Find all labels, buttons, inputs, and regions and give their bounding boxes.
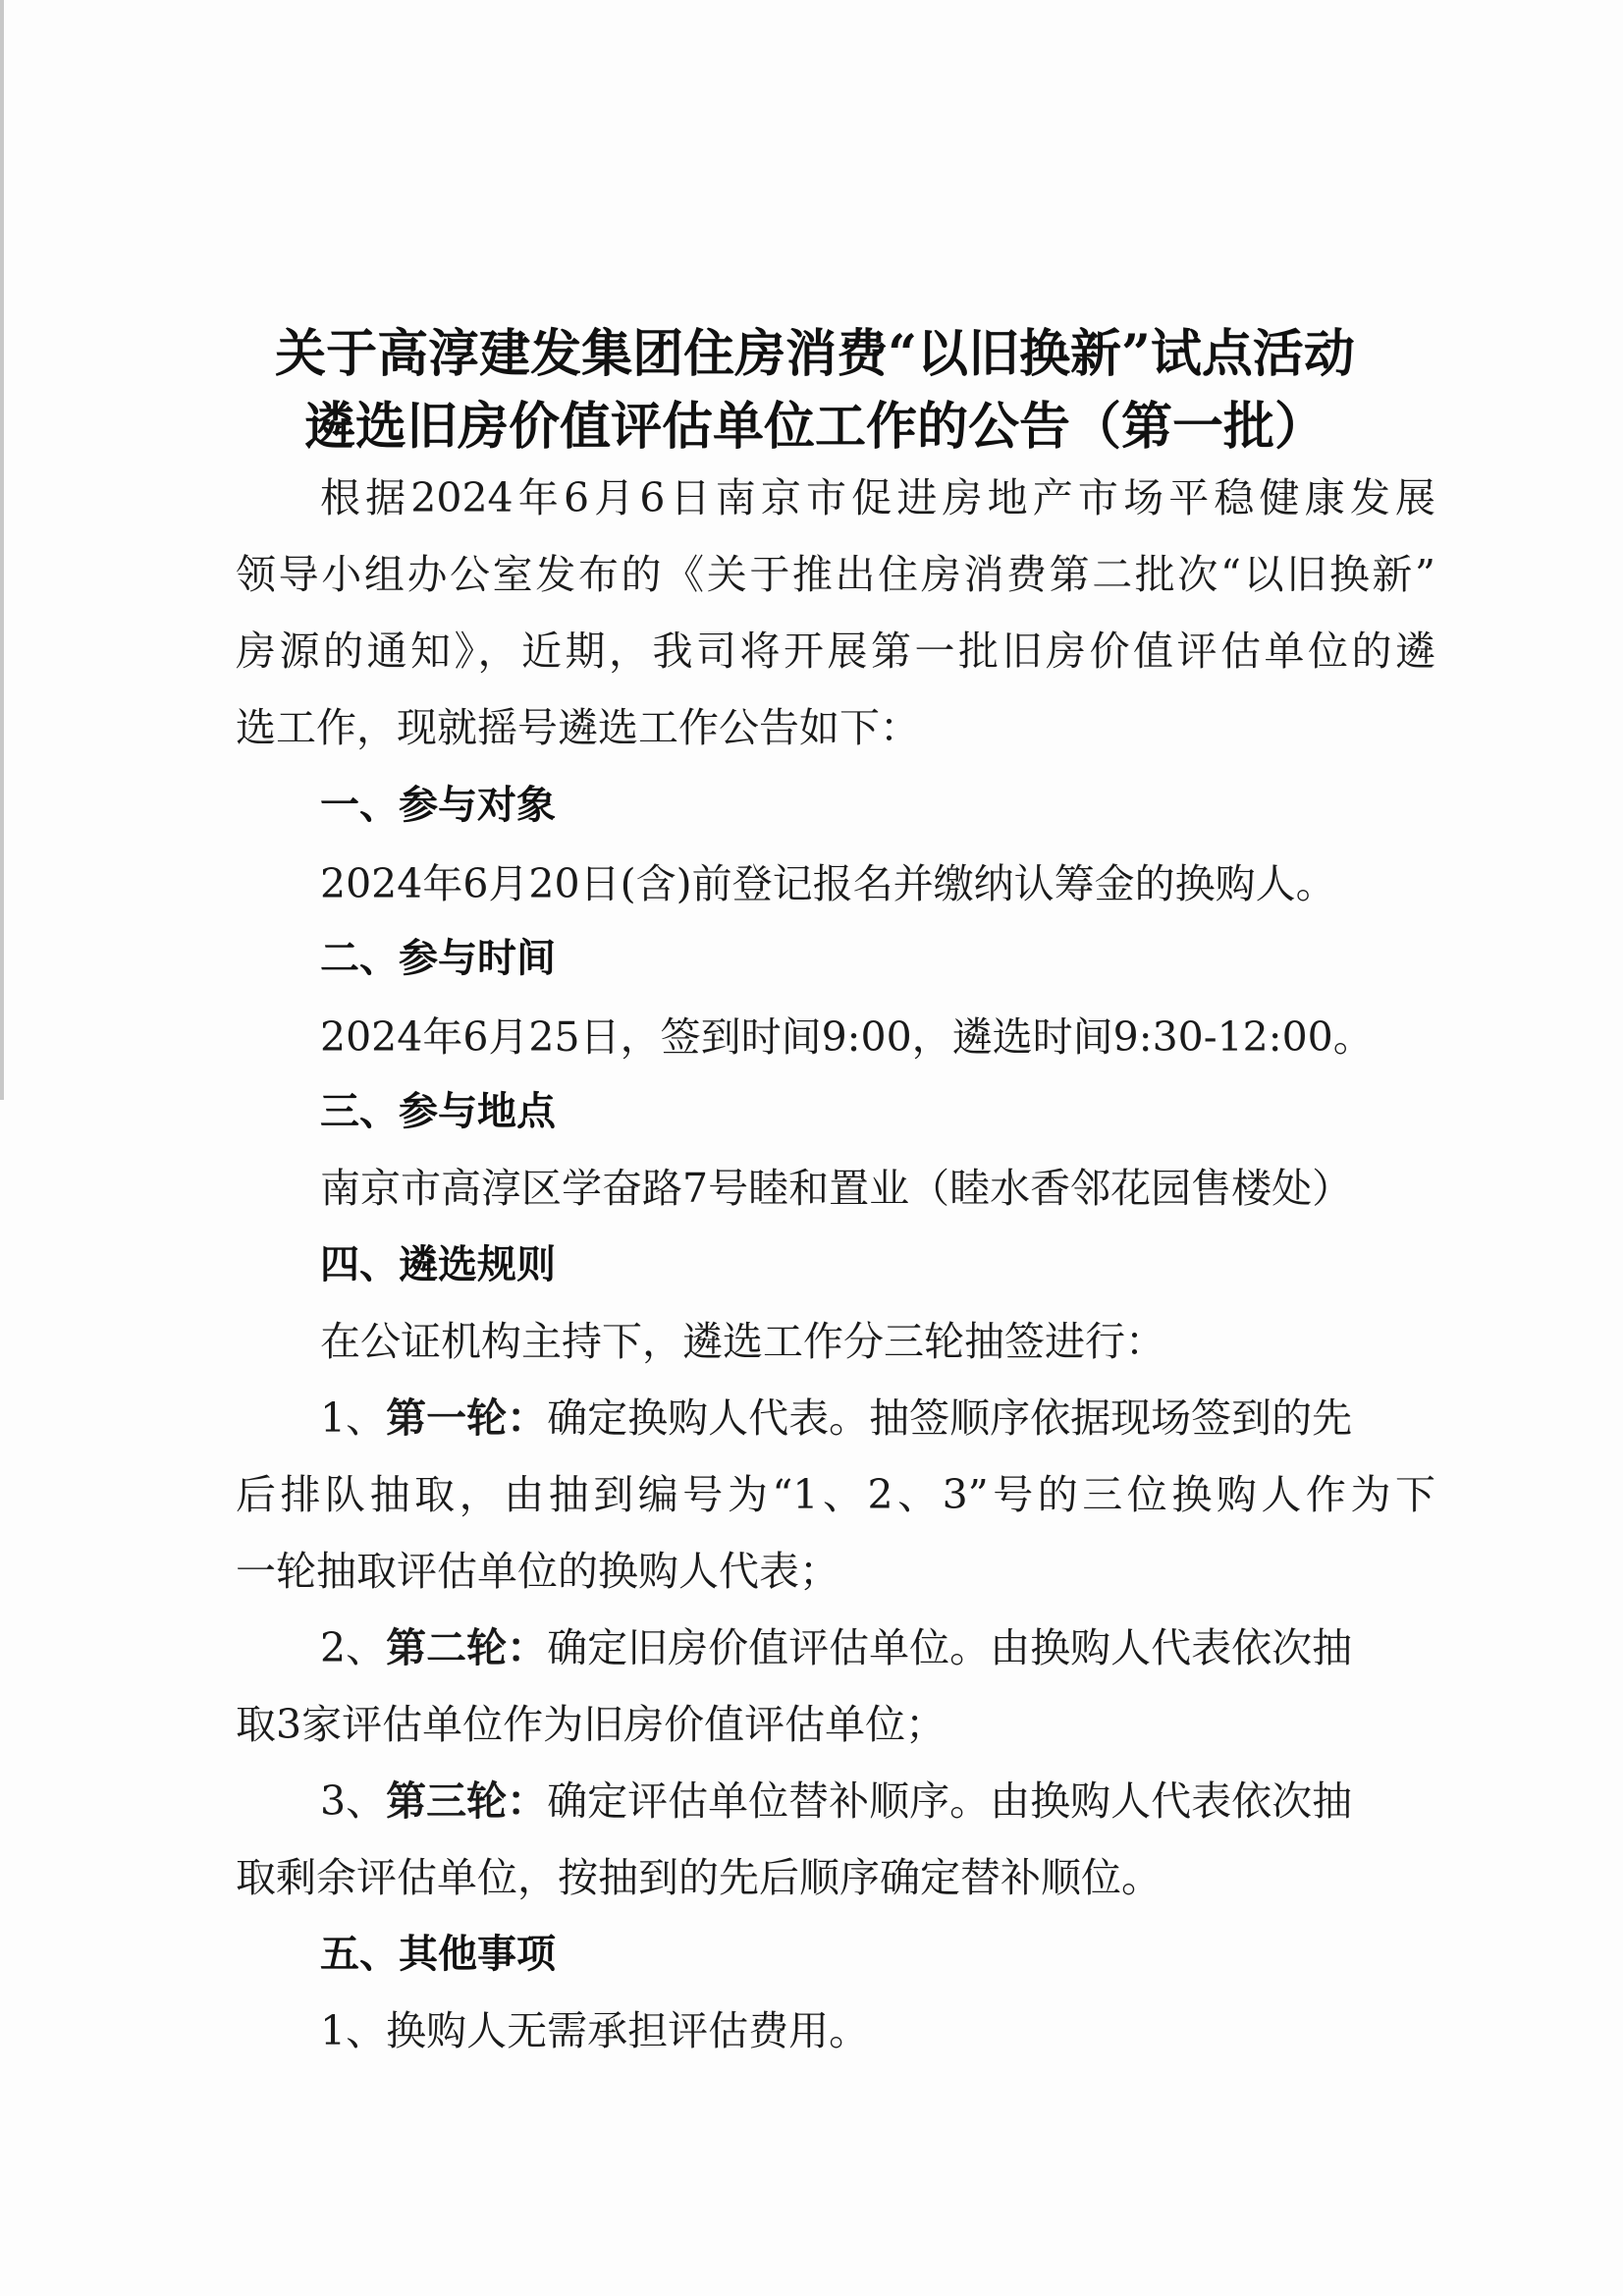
section-heading-participants: 一、参与对象	[320, 783, 556, 828]
round3-line-1	[320, 1777, 1353, 1825]
round1-line-2: 后排队抽取，由抽到编号为“1、2、3”号的三位换购人作为下	[236, 1471, 1435, 1518]
rules-intro: 在公证机构主持下，遴选工作分三轮抽签进行：	[320, 1318, 1165, 1365]
round3-number: 3、	[320, 1777, 387, 1825]
round2-label: 第二轮：	[386, 1624, 548, 1671]
section-text-participants: 2024年6月20日(含)前登记报名并缴纳认筹金的换购人。	[320, 860, 1336, 907]
section-text-location: 南京市高淳区学奋路7号睦和置业（睦水香邻花园售楼处）	[320, 1165, 1353, 1212]
section-heading-rules: 四、遴选规则	[320, 1242, 556, 1287]
document-title-line2: 遴选旧房价值评估单位工作的公告（第一批）	[303, 397, 1325, 457]
round3-line-2: 取剩余评估单位，按抽到的先后顺序确定替补顺位。	[236, 1854, 1162, 1901]
intro-line-1: 根据2024年6月6日南京市促进房地产市场平稳健康发展	[320, 474, 1435, 521]
document-title-line1: 关于高淳建发集团住房消费“以旧换新”试点活动	[275, 324, 1355, 384]
round2-line-2: 取3家评估单位作为旧房价值评估单位；	[236, 1701, 947, 1748]
round1-number: 1、	[320, 1394, 387, 1442]
round3-label: 第三轮：	[386, 1777, 548, 1825]
section-heading-time: 二、参与时间	[320, 936, 556, 981]
intro-line-3: 房源的通知》，近期，我司将开展第一批旧房价值评估单位的遴	[236, 628, 1435, 675]
other-item-1: 1、换购人无需承担评估费用。	[320, 2007, 870, 2054]
round2-line-1	[320, 1624, 1353, 1671]
round2-number: 2、	[320, 1624, 387, 1671]
scan-edge	[0, 0, 4, 1100]
round3-text-1: 确定评估单位替补顺序。由换购人代表依次抽	[547, 1777, 1353, 1825]
section-text-time: 2024年6月25日，签到时间9:00，遴选时间9:30-12:00。	[320, 1013, 1374, 1061]
round1-line-1	[320, 1394, 1353, 1442]
intro-line-4: 选工作，现就摇号遴选工作公告如下：	[236, 704, 920, 751]
round1-text-1: 确定换购人代表。抽签顺序依据现场签到的先	[547, 1394, 1353, 1442]
round1-label: 第一轮：	[386, 1394, 548, 1442]
round1-line-3: 一轮抽取评估单位的换购人代表；	[236, 1548, 839, 1595]
intro-line-2: 领导小组办公室发布的《关于推出住房消费第二批次“以旧换新”	[236, 551, 1435, 598]
section-heading-other: 五、其他事项	[320, 1932, 556, 1977]
section-heading-location: 三、参与地点	[320, 1089, 556, 1134]
round2-text-1: 确定旧房价值评估单位。由换购人代表依次抽	[547, 1624, 1353, 1671]
